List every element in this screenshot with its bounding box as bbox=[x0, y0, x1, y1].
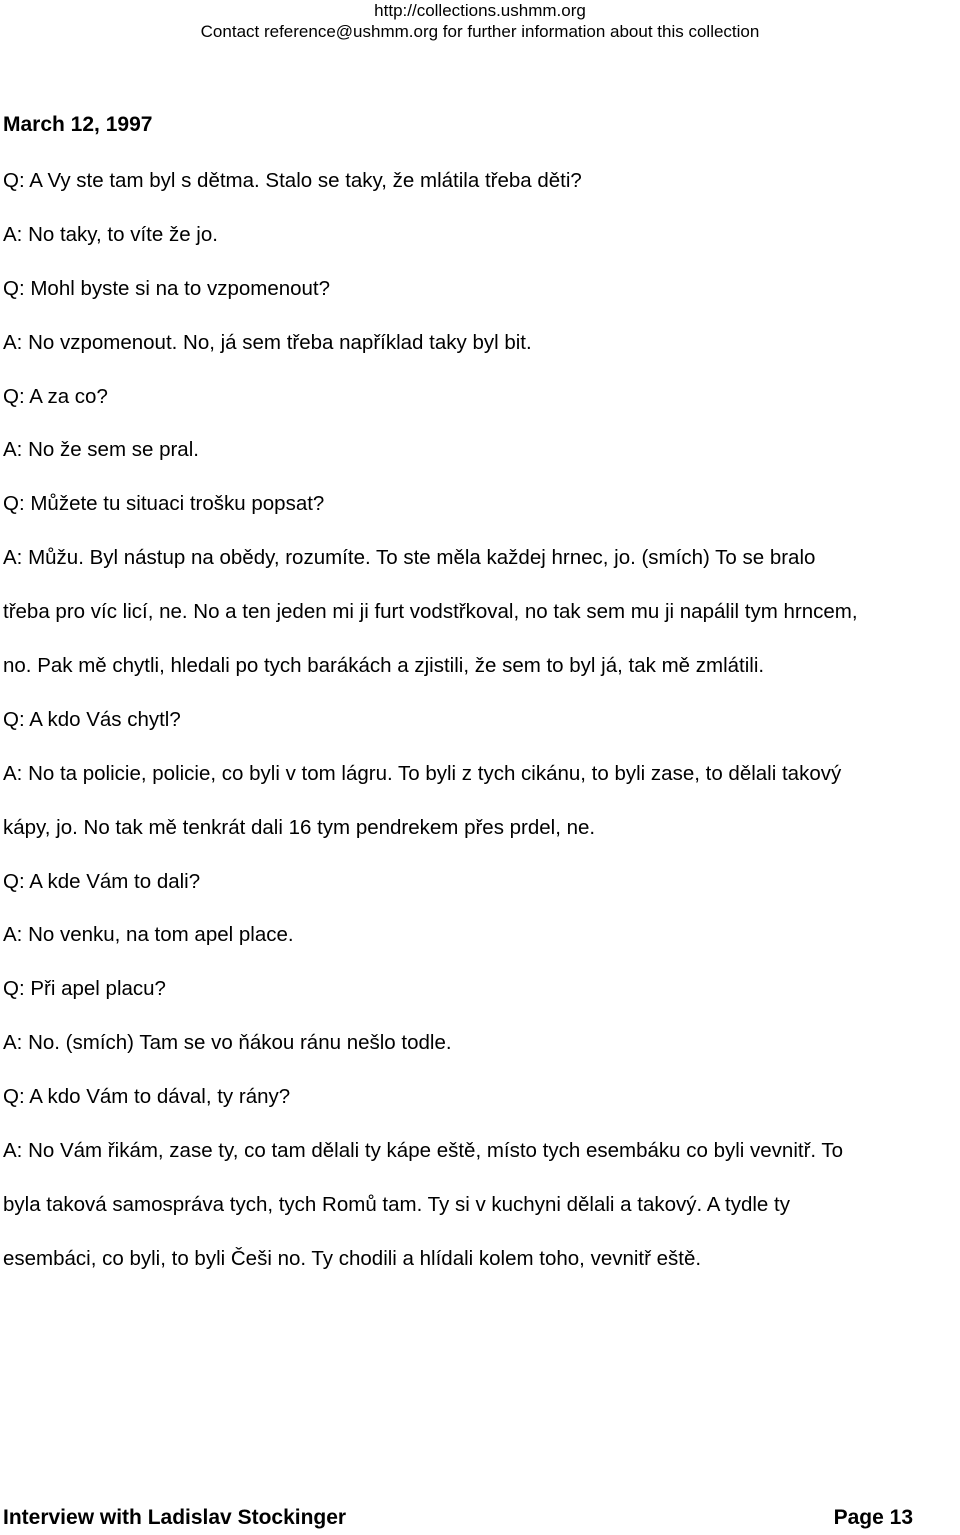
transcript-line: A: No. (smích) Tam se vo ňákou ránu nešlo todle. bbox=[3, 1031, 452, 1055]
transcript-line: kápy, jo. No tak mě tenkrát dali 16 tym pendrekem přes prdel, ne. bbox=[3, 815, 596, 839]
transcript-line: A: Můžu. Byl nástup na obědy, rozumíte. To ste měla každej hrnec, jo. (smích) To se bralo bbox=[3, 546, 816, 570]
transcript-line: Q: A kde Vám to dali? bbox=[3, 869, 201, 893]
header-contact-note: Contact reference@ushmm.org for further information about this collection bbox=[200, 22, 760, 41]
transcript-line: Q: Mohl byste si na to vzpomenout? bbox=[3, 276, 331, 300]
transcript-line: Q: Při apel placu? bbox=[3, 977, 166, 1001]
transcript-body bbox=[3, 154, 960, 1286]
transcript-line: A: No vzpomenout. No, já sem třeba například taky byl bit. bbox=[3, 330, 532, 354]
header-url: http://collections.ushmm.org bbox=[374, 1, 586, 20]
footer-interview-title: Interview with Ladislav Stockinger bbox=[3, 1506, 347, 1529]
transcript-line: Q: A kdo Vás chytl? bbox=[3, 707, 181, 731]
transcript-line: A: No taky, to víte že jo. bbox=[3, 222, 218, 246]
transcript-line: třeba pro víc licí, ne. No a ten jeden mi ji furt vodstřkoval, no tak sem mu ji napálil tym hrncem, bbox=[3, 600, 858, 624]
transcript-line: no. Pak mě chytli, hledali po tych barákách a zjistili, že sem to byl já, tak mě zmlátili. bbox=[3, 654, 765, 678]
interview-date: March 12, 1997 bbox=[3, 113, 153, 136]
transcript-line: A: No že sem se pral. bbox=[3, 438, 199, 462]
transcript-line: A: No venku, na tom apel place. bbox=[3, 923, 294, 947]
transcript-line: Q: A Vy ste tam byl s dětma. Stalo se taky, že mlátila třeba děti? bbox=[3, 169, 582, 192]
transcript-line: Q: A za co? bbox=[3, 384, 108, 408]
transcript-line: byla taková samospráva tych, tych Romů tam. Ty si v kuchyni dělali a takový. A tydle ty bbox=[3, 1192, 790, 1216]
transcript-line: Q: Můžete tu situaci trošku popsat? bbox=[3, 492, 325, 516]
transcript-line: A: No ta policie, policie, co byli v tom lágru. To byli z tych cikánu, to byli zase, to dělali takový bbox=[3, 761, 842, 785]
transcript-line: A: No Vám řikám, zase ty, co tam dělali ty kápe eště, místo tych esembáku co byli vevnitř. To bbox=[3, 1139, 844, 1163]
transcript-line: Q: A kdo Vám to dával, ty rány? bbox=[3, 1085, 291, 1109]
footer-page-number: Page 13 bbox=[833, 1506, 913, 1529]
transcript-line: esembáci, co byli, to byli Češi no. Ty chodili a hlídali kolem toho, vevnitř eště. bbox=[3, 1246, 702, 1270]
